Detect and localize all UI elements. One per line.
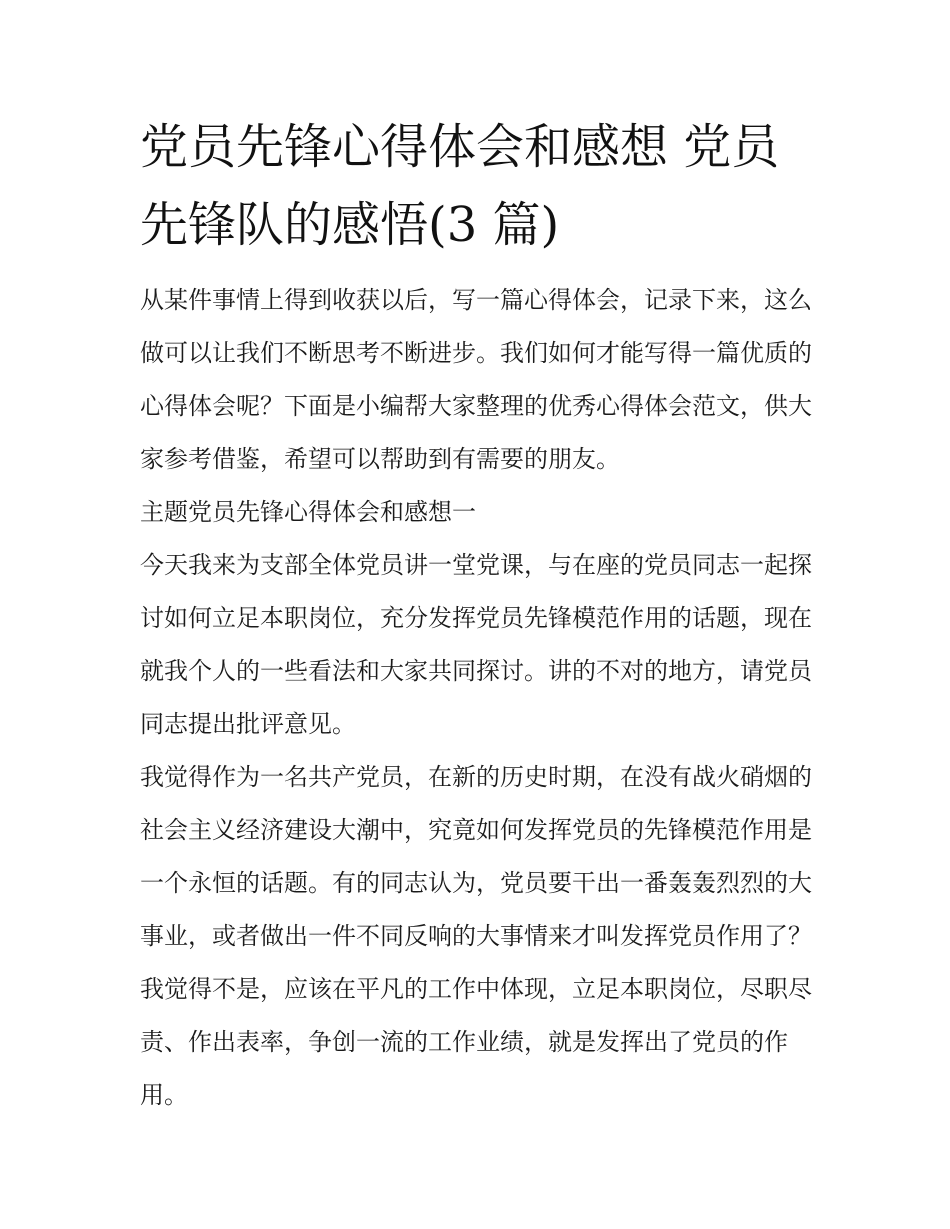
section-heading: 主题党员先锋心得体会和感想一 [140, 498, 476, 526]
document-body [140, 274, 816, 1122]
document-title: 党员先锋心得体会和感想 党员先锋队的感悟(3 篇) [140, 119, 780, 253]
paragraph-opinion: 我觉得作为一名共产党员，在新的历史时期，在没有战火硝烟的社会主义经济建设大潮中，究竟如何发挥党员的先锋模范作用是一个永恒的话题。有的同志认为，党员要干出一番轰轰烈烈的大事业，或者做出一件不同反响的大事情来才叫发挥党员作用了？我觉得不是，应该在平凡的工作中体现，立足本职岗位，尽职尽责、作出表率，争创一流的工作业绩，就是发挥出了党员的作用。 [140, 763, 812, 1109]
paragraph-intro: 从某件事情上得到收获以后，写一篇心得体会，记录下来，这么做可以让我们不断思考不断进步。我们如何才能写得一篇优质的心得体会呢？下面是小编帮大家整理的优秀心得体会范文，供大家参考借鉴，希望可以帮助到有需要的朋友。 [140, 286, 812, 473]
paragraph-lecture: 今天我来为支部全体党员讲一堂党课，与在座的党员同志一起探讨如何立足本职岗位，充分发挥党员先锋模范作用的话题，现在就我个人的一些看法和大家共同探讨。讲的不对的地方，请党员同志提出批评意见。 [140, 551, 812, 738]
